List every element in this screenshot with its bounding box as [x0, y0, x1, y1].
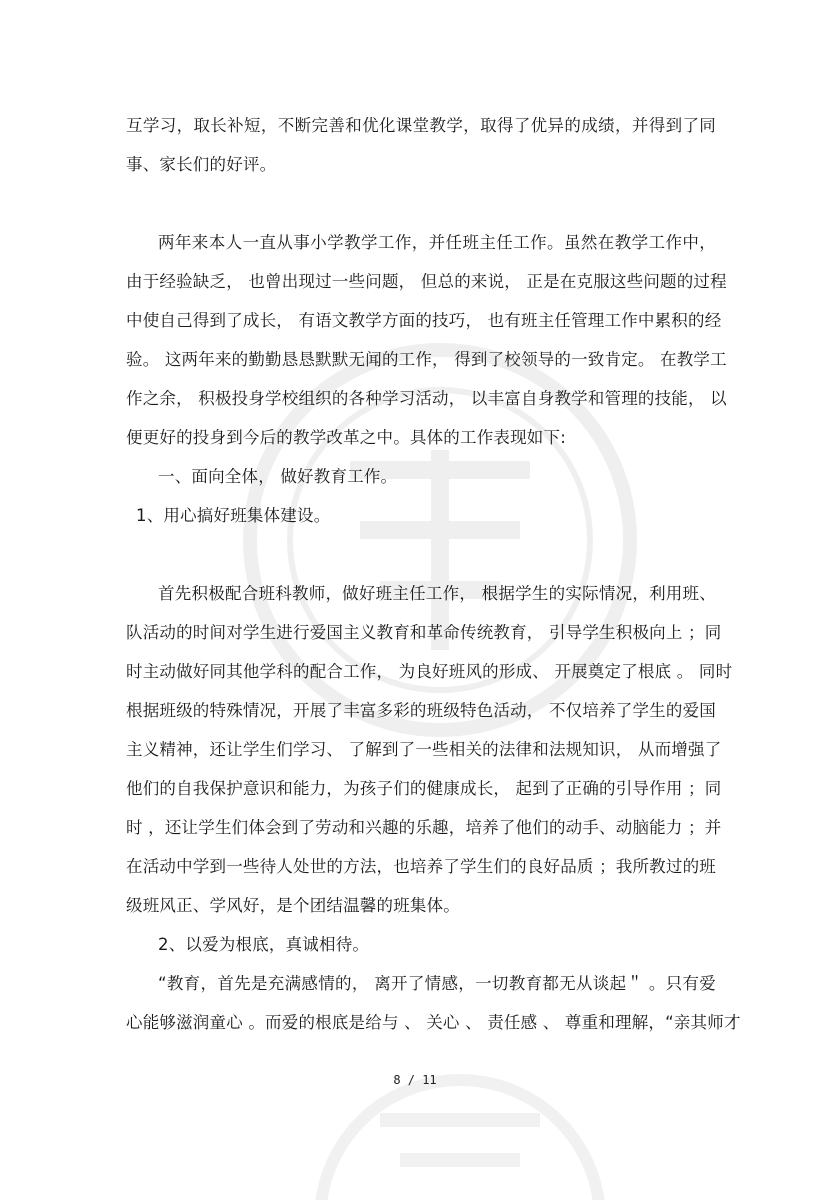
paragraph-line: “教育，首先是充满感情的， 离开了情感，一切教育都无从谈起＂ 。只有爱: [158, 974, 716, 993]
paragraph-line: 便更好的投身到今后的教学改革之中。具体的工作表现如下:: [126, 428, 566, 447]
paragraph-line: 时 ，还让学生们体会到了劳动和兴趣的乐趣，培养了他们的动手、动脑能力 ；并: [126, 818, 722, 837]
subsection-heading: 1、用心搞好班集体建设。: [136, 506, 331, 525]
paragraph-line: 主义精神，还让学生们学习、 了解到了一些相关的法律和法规知识， 从而增强了: [126, 740, 722, 759]
paragraph-line: 由于经验缺乏， 也曾出现过一些问题， 但总的来说， 正是在克服这些问题的过程: [126, 272, 727, 291]
paragraph-line: 根据班级的特殊情况，开展了丰富多彩的班级特色活动， 不仅培养了学生的爱国: [126, 701, 716, 720]
paragraph-line: 互学习，取长补短，不断完善和优化课堂教学，取得了优异的成绩，并得到了同: [126, 116, 716, 135]
paragraph-line: 队活动的时间对学生进行爱国主义教育和革命传统教育， 引导学生积极向上 ；同: [126, 623, 722, 642]
paragraph-line: 中使自己得到了成长， 有语文教学方面的技巧， 也有班主任管理工作中累积的经: [126, 311, 722, 330]
paragraph-line: 事、家长们的好评。: [126, 155, 277, 174]
subsection-heading: 2、以爱为根底，真诚相待。: [158, 935, 370, 954]
paragraph-line: 验。 这两年来的勤勤恳恳默默无闻的工作， 得到了校领导的一致肯定。 在教学工: [126, 350, 727, 369]
paragraph-line: 在活动中学到一些待人处世的方法，也培养了学生们的良好品质 ；我所教过的班: [126, 857, 716, 876]
section-heading: 一、面向全体， 做好教育工作。: [158, 467, 398, 486]
paragraph-line: 级班风正、学风好，是个团结温馨的班集体。: [126, 896, 460, 915]
paragraph-line: 时主动做好同其他学科的配合工作， 为良好班风的形成、 开展奠定了根底 。 同时: [126, 662, 733, 681]
page-number: 8 / 11: [393, 1073, 437, 1087]
paragraph-line: 心能够滋润童心 。而爱的根底是给与 、 关心 、 责任感 、 尊重和理解，“亲其师才: [126, 1013, 741, 1032]
paragraph-line: 两年来本人一直从事小学教学工作，并任班主任工作。虽然在教学工作中，: [158, 233, 716, 252]
paragraph-line: 首先积极配合班科教师，做好班主任工作， 根据学生的实际情况，利用班、: [158, 584, 716, 603]
paragraph-line: 作之余， 积极投身学校组织的各种学习活动， 以丰富自身教学和管理的技能， 以: [126, 389, 727, 408]
paragraph-line: 他们的自我保护意识和能力，为孩子们的健康成长， 起到了正确的引导作用 ；同: [126, 779, 722, 798]
